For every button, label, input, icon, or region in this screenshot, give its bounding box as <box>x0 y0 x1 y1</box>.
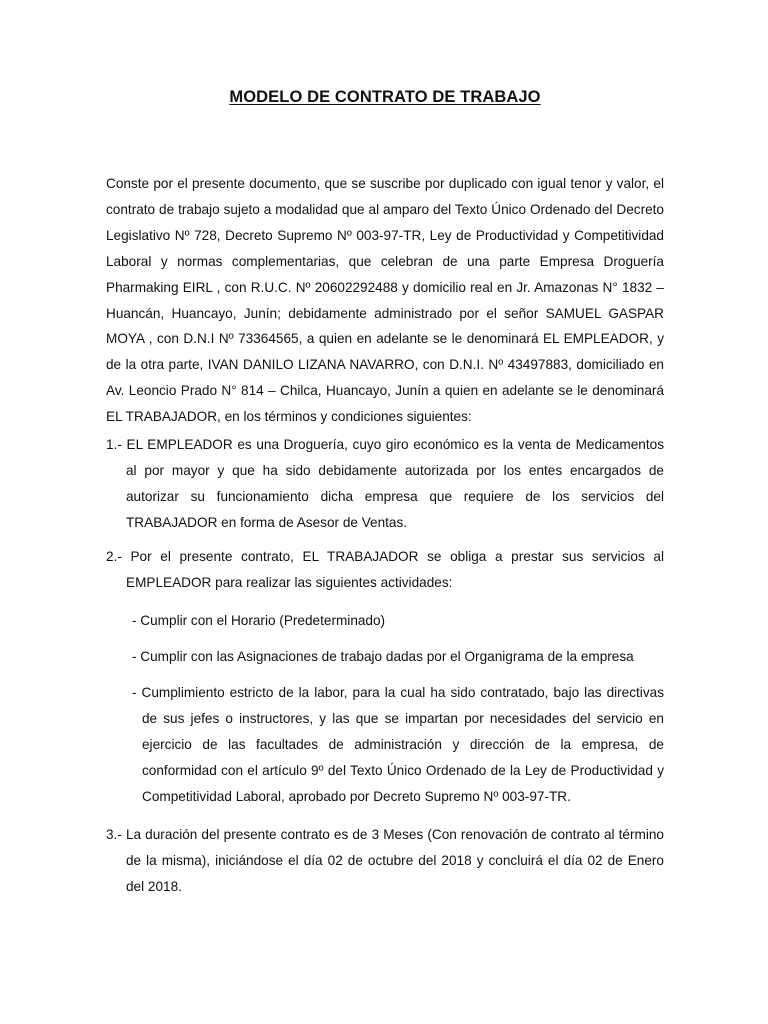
activities-list <box>106 608 664 810</box>
activity-item: - Cumplir con las Asignaciones de trabajo dadas por el Organigrama de la empresa <box>132 649 634 665</box>
activity-item: - Cumplimiento estricto de la labor, para la cual ha sido contratado, bajo las directivas de sus jefes o instructores, y las que se impartan por necesidades del servicio en ejercicio de las facultades de administración y dirección de la empresa, de conformidad con el artículo 9º del Texto Único Ordenado de la Ley de Productividad y Competitividad Laboral, aprobado por Decreto Supremo Nº 003-97-TR. <box>132 685 664 805</box>
clause-2: 2.- Por el presente contrato, EL TRABAJADOR se obliga a prestar sus servicios al EMPLEADOR para realizar las siguientes actividades: <box>106 549 664 591</box>
activity-item: - Cumplir con el Horario (Predeterminado) <box>132 613 386 629</box>
clause-3: 3.- La duración del presente contrato es de 3 Meses (Con renovación de contrato al término de la misma), iniciándose el día 02 de octubre del 2018 y concluirá el día 02 de Enero del 2018. <box>106 827 664 895</box>
clause-1: 1.- EL EMPLEADOR es una Droguería, cuyo giro económico es la venta de Medicamentos al por mayor y que ha sido debidamente autorizada por los entes encargados de autorizar su funcionamiento dicha empresa que requiere de los servicios del TRABAJADOR en forma de Asesor de Ventas. <box>106 437 664 531</box>
intro-paragraph: Conste por el presente documento, que se suscribe por duplicado con igual tenor y valor, el contrato de trabajo sujeto a modalidad que al amparo del Texto Único Ordenado del Decreto Legislativo Nº 728, Decreto Supremo Nº 003-97-TR, Ley de Productividad y Competitividad Laboral y normas complementarias, que celebran de una parte Empresa Droguería Pharmaking EIRL , con R.U.C. Nº 20602292488 y domicilio real en Jr. Amazonas N° 1832 – Huancán, Huancayo, Junín; debidamente administrado por el señor SAMUEL GASPAR MOYA , con D.N.I Nº 73364565, a quien en adelante se le denominará EL EMPLEADOR, y de la otra parte, IVAN DANILO LIZANA NAVARRO, con D.N.I. Nº 43497883, domiciliado en Av. Leoncio Prado N° 814 – Chilca, Huancayo, Junín a quien en adelante se le denominará EL TRABAJADOR, en los términos y condiciones siguientes: <box>106 176 664 425</box>
document-title: MODELO DE CONTRATO DE TRABAJO <box>229 88 541 106</box>
